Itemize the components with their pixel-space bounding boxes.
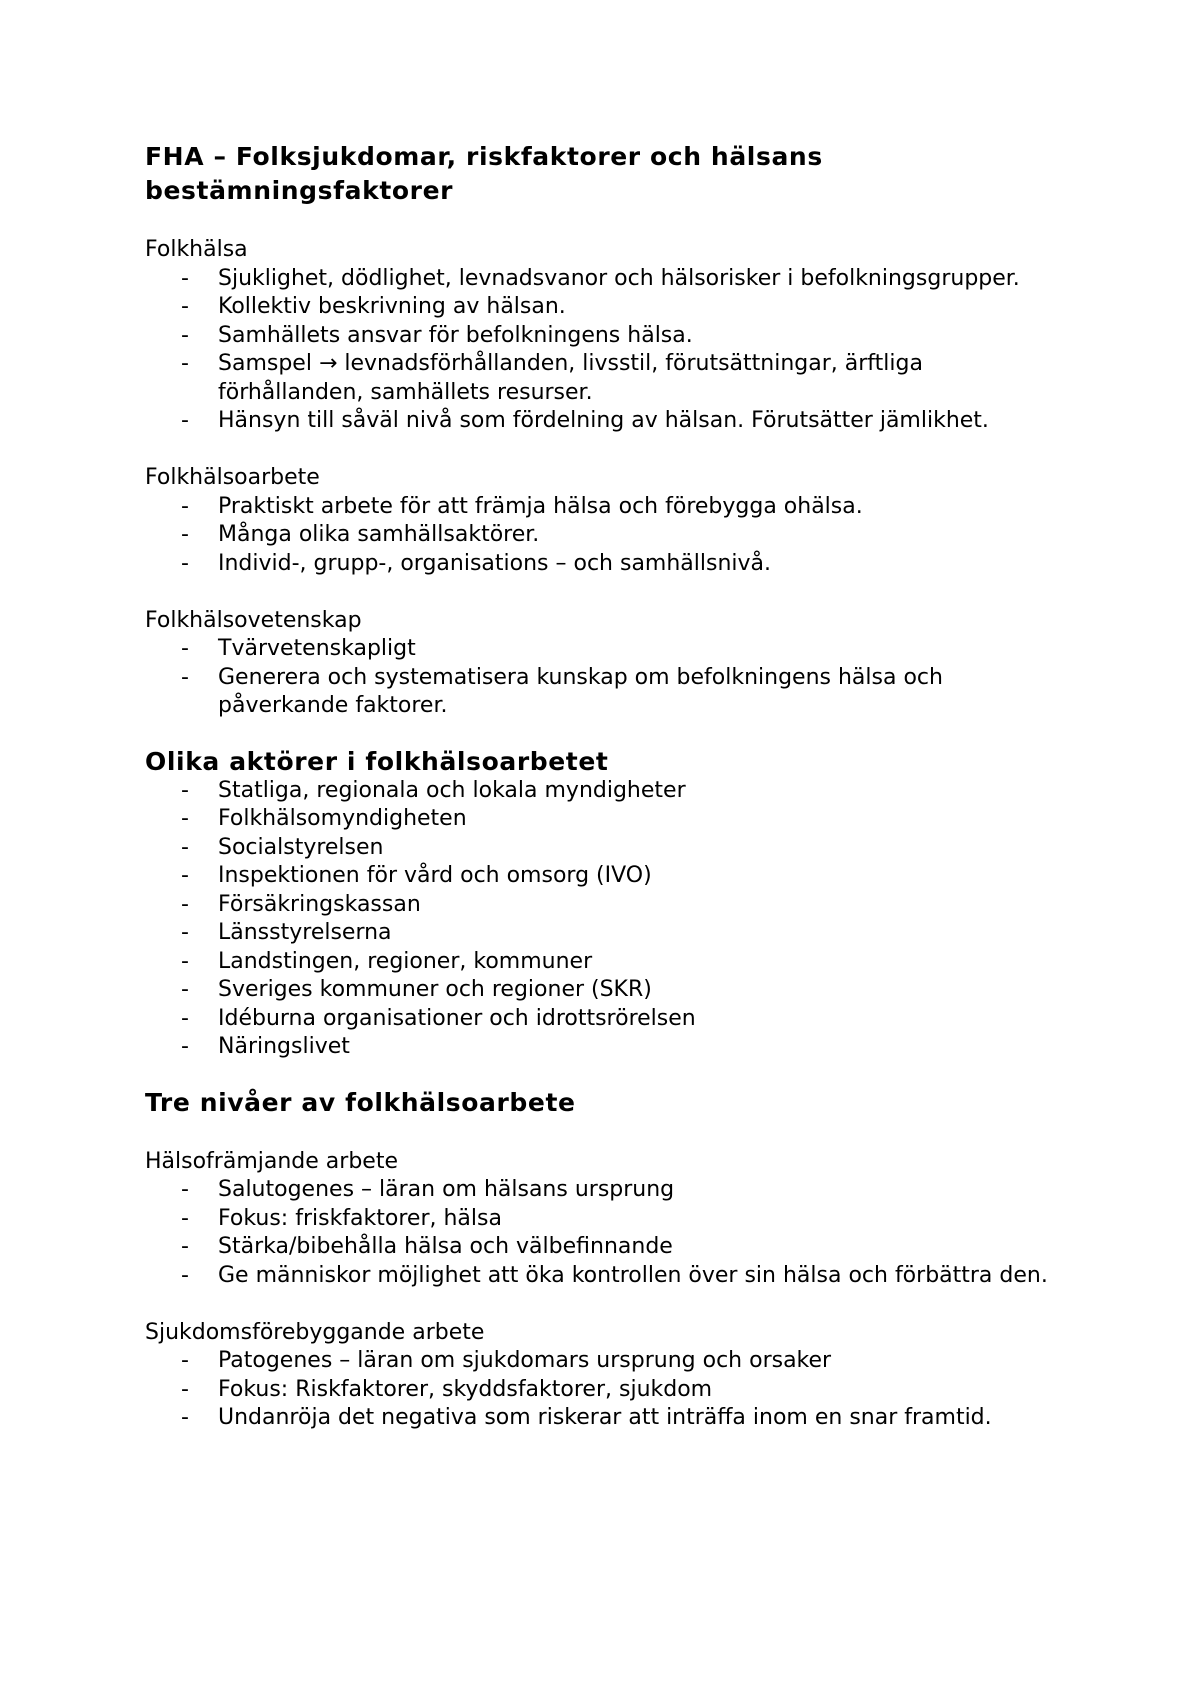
list-item: - Undanröja det negativa som riskerar att inträffa inom en snar framtid. (181, 1405, 992, 1430)
list-item: - Samhällets ansvar för befolkningens hälsa. (181, 322, 693, 348)
list-item: - Länsstyrelserna (181, 920, 392, 945)
list-item: - Stärka/bibehålla hälsa och välbefinnande (181, 1234, 673, 1259)
subheading-folkhalsoarbete: Folkhälsoarbete (145, 465, 320, 490)
list-item: - Hänsyn till såväl nivå som fördelning av hälsan. Förutsätter jämlikhet. (181, 408, 989, 433)
list-item: - Fokus: friskfaktorer, hälsa (181, 1205, 502, 1231)
list-item: - Patogenes – läran om sjukdomars ursprung och orsaker (181, 1348, 832, 1373)
subheading-halsoframjande: Hälsofrämjande arbete (145, 1148, 398, 1174)
list-item: - Sveriges kommuner och regioner (SKR) (181, 977, 652, 1002)
list-item: - Försäkringskassan (181, 891, 421, 917)
list-item: - Individ-, grupp-, organisations – och samhällsnivå. (181, 550, 772, 576)
list-item: - Salutogenes – läran om hälsans ursprung (181, 1177, 675, 1202)
list-item: - Många olika samhällsaktörer. (181, 522, 540, 547)
title-line-2: bestämningsfaktorer (145, 176, 454, 205)
list-item: - Idéburna organisationer och idrottsrörelsen (181, 1005, 696, 1031)
section-title-aktorer: Olika aktörer i folkhälsoarbetet (145, 746, 609, 776)
list-item: - Samspel → levnadsförhållanden, livsstil, förutsättningar, ärftliga förhållanden, samhällets resurser. (181, 351, 923, 405)
subheading-sjukdomsforebyggande: Sjukdomsförebyggande arbete (145, 1319, 485, 1345)
folkhalsa-list (145, 265, 1075, 436)
list-item: - Generera och systematisera kunskap om befolkningens hälsa och påverkande faktorer. (181, 664, 943, 718)
list-item: - Praktiskt arbete för att främja hälsa och förebygga ohälsa. (181, 493, 863, 519)
aktorer-list (145, 777, 1075, 1062)
document-title (145, 140, 1075, 208)
title-line-1: FHA – Folksjukdomar, riskfaktorer och hälsans (145, 142, 823, 171)
list-item: - Landstingen, regioner, kommuner (181, 948, 593, 974)
list-item: - Socialstyrelsen (181, 834, 384, 860)
list-item: - Inspektionen för vård och omsorg (IVO) (181, 863, 652, 888)
folkhalsoarbete-list (145, 493, 1075, 579)
list-item: - Tvärvetenskapligt (181, 636, 416, 661)
section-title-nivaer: Tre nivåer av folkhälsoarbete (145, 1087, 576, 1117)
subheading-folkhalsa: Folkhälsa (145, 237, 248, 262)
folkhalsovetenskap-list (145, 635, 1075, 721)
list-item: - Folkhälsomyndigheten (181, 806, 467, 831)
halsoframjande-list (145, 1176, 1075, 1290)
list-item: - Sjuklighet, dödlighet, levnadsvanor och hälsorisker i befolkningsgrupper. (181, 265, 1020, 291)
list-item: - Fokus: Riskfaktorer, skyddsfaktorer, sjukdom (181, 1376, 713, 1402)
list-item: - Kollektiv beskrivning av hälsan. (181, 294, 566, 319)
document-page (145, 140, 1075, 1433)
list-item: - Statliga, regionala och lokala myndigheter (181, 777, 686, 803)
sjukdomsforebyggande-list (145, 1347, 1075, 1433)
subheading-folkhalsovetenskap: Folkhälsovetenskap (145, 607, 362, 633)
list-item: - Näringslivet (181, 1034, 350, 1059)
list-item: - Ge människor möjlighet att öka kontrollen över sin hälsa och förbättra den. (181, 1262, 1048, 1288)
